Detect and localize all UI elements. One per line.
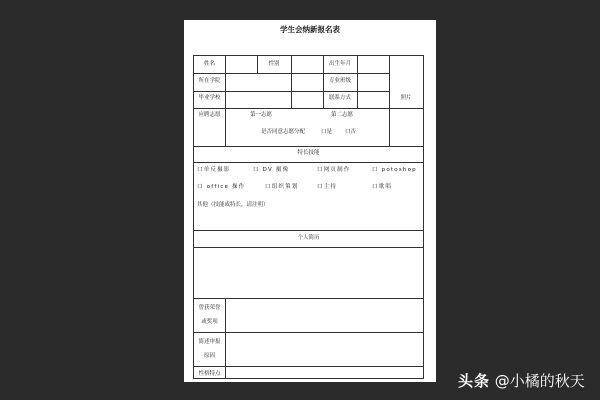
row-divider (194, 247, 423, 248)
col-divider (291, 56, 292, 108)
college-label: 所在学院 (198, 78, 221, 84)
major-class-label: 专业班级 (328, 78, 351, 84)
row-divider (194, 146, 423, 147)
gender-label: 性别 (268, 61, 280, 67)
first-choice-label: 第一志愿 (250, 112, 273, 118)
adjust-no-option: 口否 (345, 129, 357, 135)
col-divider (225, 56, 226, 146)
reason-label: 简述申报 (198, 339, 221, 345)
personality-label: 性格特点 (198, 371, 221, 377)
col-divider (225, 298, 226, 379)
skill-option: 口 DV 摄像 (253, 167, 290, 173)
skill-option: 口 office 操作 (197, 184, 246, 190)
contact-label: 联系方式 (328, 95, 351, 101)
school-label: 毕业学校 (198, 95, 221, 101)
reason-label: 原因 (203, 353, 215, 359)
registration-table (193, 55, 424, 379)
row-divider (194, 230, 423, 231)
row-divider (194, 298, 423, 299)
other-skills-label: 其他（技能或特长，请注明） (197, 202, 269, 208)
skill-option: 口单反摄影 (197, 167, 231, 173)
awards-label: 曾获荣誉 (198, 305, 221, 311)
registration-form-page (184, 20, 436, 382)
row-divider (194, 332, 423, 333)
adjust-yes-option: 口是 (321, 129, 333, 135)
photo-label: 照片 (400, 95, 412, 101)
skill-option: 口组织策划 (265, 184, 299, 190)
second-choice-label: 第二志愿 (331, 112, 354, 118)
watermark-author: @小橘的秋天 (494, 372, 585, 390)
awards-label: 或奖项 (201, 319, 218, 325)
watermark (458, 370, 585, 391)
skill-option: 口歌唱 (372, 184, 393, 190)
form-title: 学生会纳新报名表 (280, 25, 340, 34)
skill-option: 口主持 (317, 184, 338, 190)
resume-header: 个人简历 (297, 235, 320, 241)
skills-header: 特长技能 (297, 150, 320, 156)
row-divider (194, 366, 423, 367)
adjust-label: 是否同意志愿分配 (261, 129, 306, 135)
apply-label: 应聘志愿 (198, 112, 221, 118)
birth-label: 出生年月 (328, 61, 351, 67)
skill-option: 口网页制作 (317, 167, 351, 173)
skill-option: 口 potoshop (372, 167, 417, 173)
col-divider (357, 56, 358, 108)
name-label: 姓名 (203, 61, 215, 67)
watermark-brand: 头条 (458, 372, 491, 390)
row-divider (194, 162, 423, 163)
